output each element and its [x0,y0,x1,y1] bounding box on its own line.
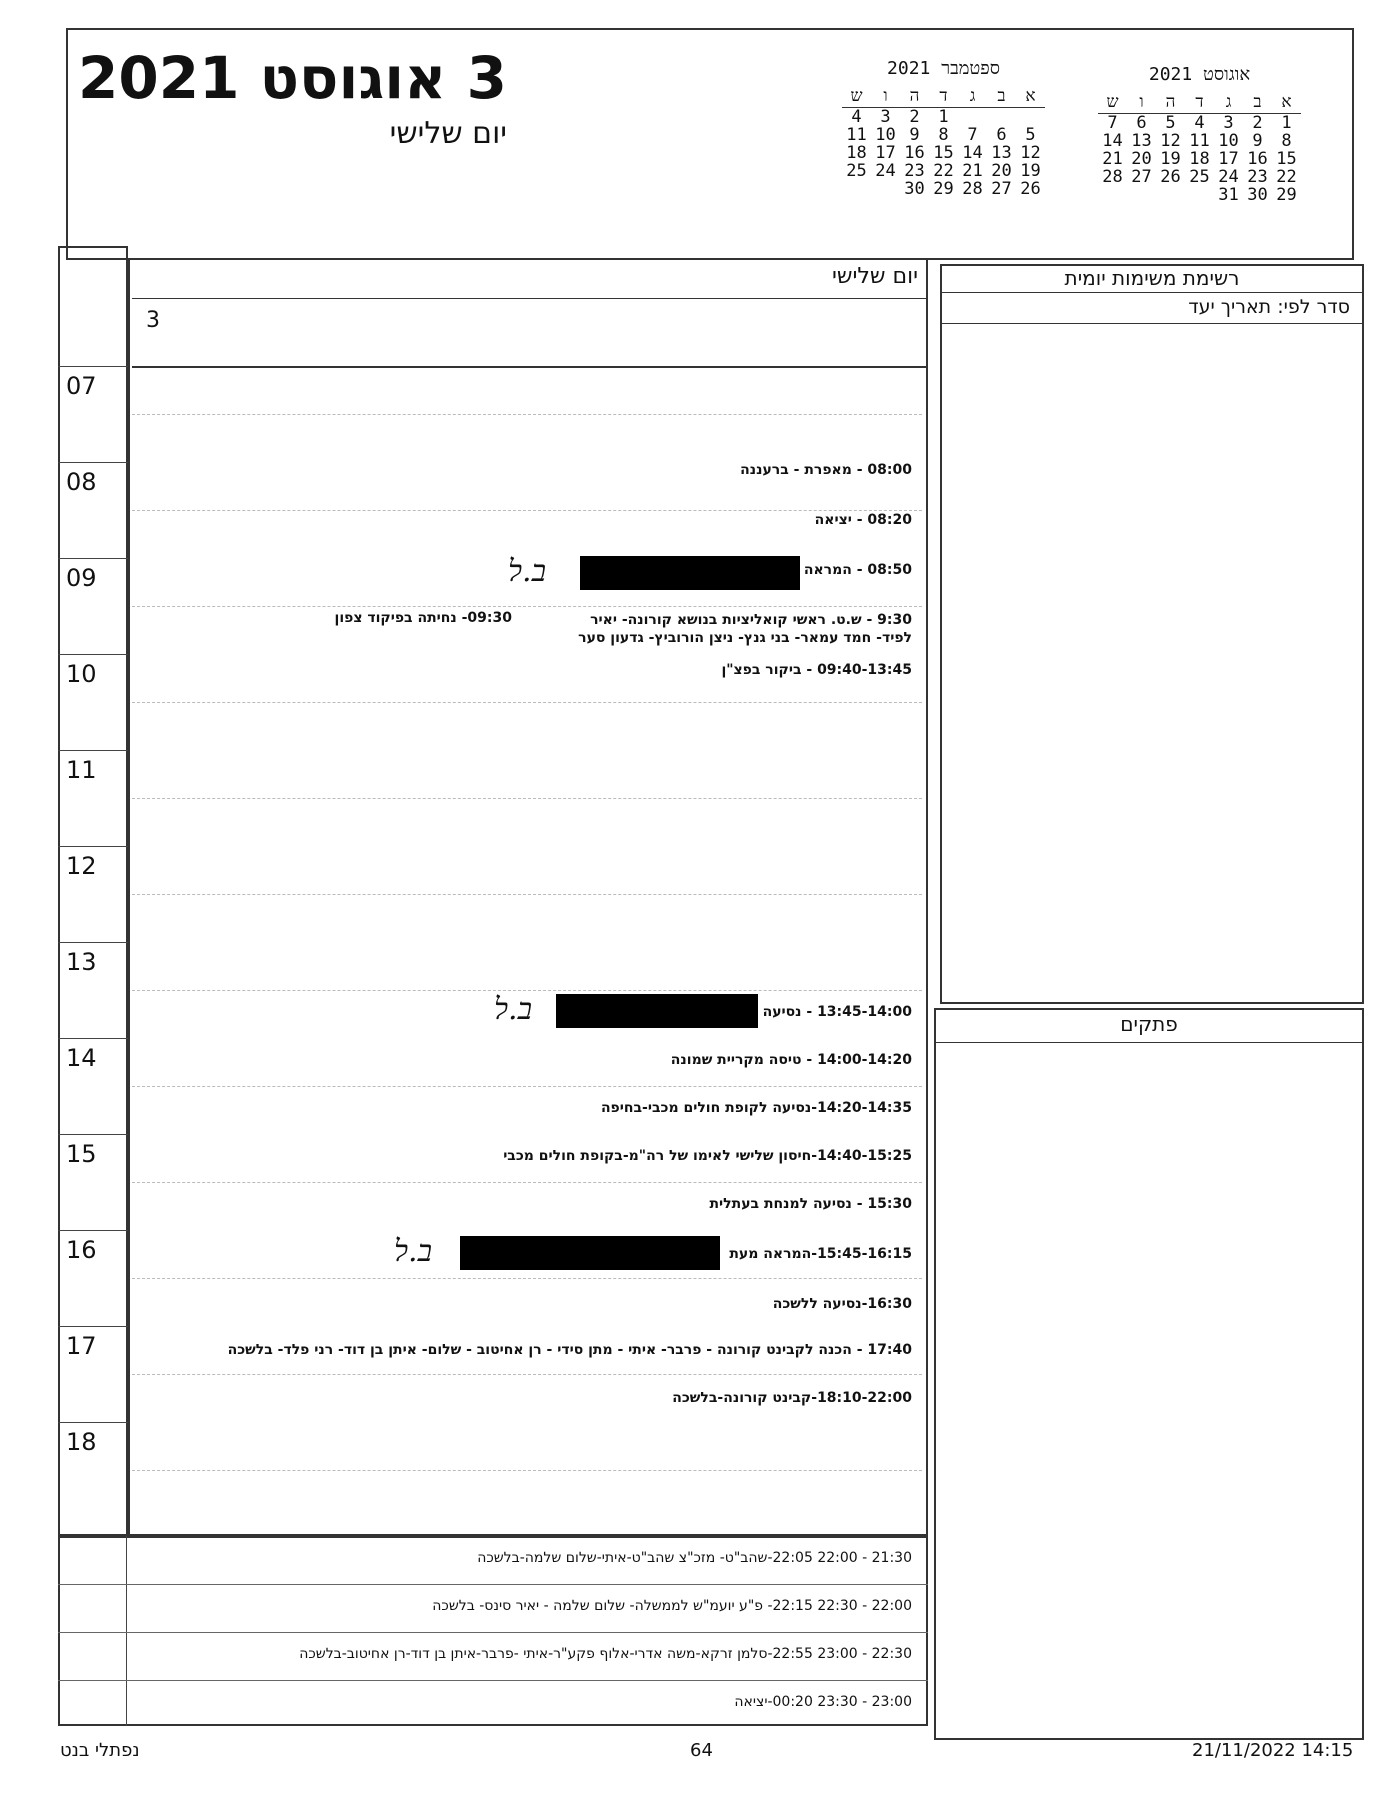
calendar-day [842,180,871,198]
hour-divider [58,1038,128,1039]
calendar-day: 5 [1025,125,1036,145]
calendar-day: 13 [991,143,1012,163]
calendar-day: 25 [846,161,867,181]
event-0850: 08:50 - המראה [803,562,912,578]
hour-divider [58,1230,128,1231]
late-row-entry: 22:00 - 22:30 22:15- פ"ע יועמ"ש לממשלה- שלום שלמה - יאיר סינס- בלשכה [432,1598,912,1614]
daily-tasks-title: רשימת משימות יומית [1064,266,1240,290]
event-0930-meeting-cont: לפיד- חמד עמאר- בני גנץ- ניצן הורוביץ- גדעון סער [578,630,912,646]
hour-divider [58,654,128,655]
weekday-header: ד [1185,91,1214,114]
event-1810: 18:10-22:00-קבינט קורונה-בלשכה [672,1390,912,1406]
calendar-day: 10 [1218,131,1239,151]
half-hour-divider [132,894,922,895]
weekday-header: ד [929,85,958,108]
calendar-day: 1 [1281,113,1292,133]
calendar-day: 14 [962,143,983,163]
redaction-bar [460,1236,720,1270]
hour-label: 15 [66,1140,97,1168]
day-number: 3 [146,308,160,333]
calendar-day: 2 [1252,113,1263,133]
footer-page-number: 64 [690,1740,713,1761]
calendar-day: 6 [996,125,1007,145]
handwritten-initials: ב.ל [394,1234,433,1269]
half-hour-divider [132,1470,922,1471]
event-0930-landing: 09:30- נחיתה בפיקוד צפון [334,610,512,626]
calendar-day: 10 [875,125,896,145]
weekday-header: ב [987,85,1016,108]
half-hour-divider [132,702,922,703]
calendar-day: 11 [1189,131,1210,151]
event-1400: 14:00-14:20 - טיסה מקריית שמונה [670,1052,912,1068]
calendar-day: 30 [1247,185,1268,205]
late-row-divider [58,1680,928,1681]
title-block [78,44,507,151]
calendar-day: 4 [1194,113,1205,133]
hour-label: 16 [66,1236,97,1264]
calendar-week [1098,186,1301,204]
hour-label: 11 [66,756,97,784]
calendar-week [842,180,1045,198]
hour-label: 09 [66,564,97,592]
calendar-title: ספטמבר 2021 [887,58,1000,79]
footer-datetime: 21/11/2022 14:15 [1192,1740,1354,1761]
redaction-bar [556,994,758,1028]
calendar-day: 6 [1136,113,1147,133]
calendar-day: 7 [967,125,978,145]
calendar-week [1098,168,1301,186]
calendar-day: 22 [1276,167,1297,187]
calendar-day: 20 [991,161,1012,181]
hour-divider [58,1326,128,1327]
page-title: 3 אוגוסט 2021 [78,44,507,112]
calendar-grid [1098,91,1301,204]
event-1545: 15:45-16:15-המראה מעת [729,1246,912,1262]
calendar-day: 5 [1165,113,1176,133]
calendar-day: 15 [933,143,954,163]
calendar-day: 26 [1020,179,1041,199]
hour-divider [58,366,128,367]
late-row-divider [58,1632,928,1633]
calendar-day: 18 [846,143,867,163]
day-header [132,258,926,299]
calendar-day: 21 [1102,149,1123,169]
calendar-day: 2 [909,107,920,127]
calendar-day: 9 [909,125,920,145]
handwritten-initials: ב.ל [494,992,533,1027]
weekday-header: ג [958,85,987,108]
calendar-day: 29 [1276,185,1297,205]
half-hour-divider [132,1278,922,1279]
hour-label: 08 [66,468,97,496]
late-row-divider [58,1584,928,1585]
daily-tasks-panel [940,264,1364,1004]
hour-divider [58,846,128,847]
event-1440: 14:40-15:25-חיסון שלישי לאימו של רה"מ-בקופת חולים מכבי [503,1148,912,1164]
calendar-week [842,162,1045,180]
calendar-day [871,180,900,198]
half-hour-divider [132,606,922,607]
calendar-day: 16 [1247,149,1268,169]
weekday-header: א [1016,85,1045,108]
calendar-day: 4 [851,107,862,127]
hour-label: 12 [66,852,97,880]
weekday-header: ג [1214,91,1243,114]
day-number-box [132,298,926,368]
event-1420: 14:20-14:35-נסיעה לקופת חולים מכבי-בחיפה [600,1100,912,1116]
calendar-day: 11 [846,125,867,145]
half-hour-divider [132,414,922,415]
late-row-entry: 22:30 - 23:00 22:55-סלמן זרקא-משה אדרי-אלוף פקע"ר-איתי -פרבר-איתן בן דוד-רן אחיטוב-בלשכה [299,1646,912,1662]
event-1740: 17:40 - הכנה לקבינט קורונה - פרבר- איתי - מתן סידי - רן אחיטוב - שלום- איתן בן דוד- רני פלד- בלשכה [227,1342,912,1358]
calendar-week [1098,132,1301,150]
weekday-header: ש [842,85,871,108]
calendar-day: 20 [1131,149,1152,169]
calendar-day: 17 [1218,149,1239,169]
weekday-header: ב [1243,91,1272,114]
calendar-day: 3 [1223,113,1234,133]
mini-calendar-september [842,58,1045,198]
calendar-day: 12 [1020,143,1041,163]
calendar-day [958,108,987,127]
calendar-day: 27 [991,179,1012,199]
calendar-grid [842,85,1045,198]
calendar-week [842,144,1045,162]
calendar-day: 23 [1247,167,1268,187]
event-0820: 08:20 - יציאה [814,512,912,528]
mini-calendar-august [1098,64,1301,204]
notes-panel [934,1008,1364,1740]
calendar-day: 14 [1102,131,1123,151]
hour-label: 17 [66,1332,97,1360]
weekday-header: ש [1098,91,1127,114]
event-1530: 15:30 - נסיעה למנחת בעתלית [709,1196,912,1212]
half-hour-divider [132,510,922,511]
calendar-day: 26 [1160,167,1181,187]
calendar-day: 24 [875,161,896,181]
calendar-day: 23 [904,161,925,181]
calendar-day [1156,186,1185,204]
calendar-week [842,108,1045,127]
event-0940: 09:40-13:45 - ביקור בפצ"ן [721,662,912,678]
calendar-day [1016,108,1045,127]
hour-label: 07 [66,372,97,400]
calendar-day: 15 [1276,149,1297,169]
calendar-day: 12 [1160,131,1181,151]
calendar-day: 7 [1107,113,1118,133]
calendar-day: 13 [1131,131,1152,151]
calendar-day: 16 [904,143,925,163]
calendar-day: 1 [938,107,949,127]
calendar-day: 22 [933,161,954,181]
tasks-sort-label: סדר לפי: תאריך יעד [1188,296,1350,318]
calendar-day: 19 [1160,149,1181,169]
calendar-day: 3 [880,107,891,127]
calendar-day: 30 [904,179,925,199]
calendar-day: 24 [1218,167,1239,187]
weekday-header: ה [900,85,929,108]
calendar-day [987,108,1016,127]
half-hour-divider [132,990,922,991]
calendar-day: 19 [1020,161,1041,181]
weekday-header: ו [1127,91,1156,114]
calendar-day: 27 [1131,167,1152,187]
calendar-day: 9 [1252,131,1263,151]
event-1345: 13:45-14:00 - נסיעה [762,1004,912,1020]
half-hour-divider [132,1182,922,1183]
hour-divider [58,462,128,463]
weekday-subtitle: יום שלישי [389,116,507,151]
calendar-title: אוגוסט 2021 [1148,64,1251,85]
weekday-header: א [1272,91,1301,114]
half-hour-divider [132,798,922,799]
hour-divider [58,942,128,943]
hour-divider [58,1134,128,1135]
hour-label: 18 [66,1428,97,1456]
hour-label: 13 [66,948,97,976]
hour-label: 10 [66,660,97,688]
calendar-day [1127,186,1156,204]
half-hour-divider [132,1086,922,1087]
calendar-day: 25 [1189,167,1210,187]
tasks-sort-bar [940,292,1364,324]
late-row-entry: 21:30 - 22:00 22:05-שהב"ט- מזכ"צ שהב"ט-איתי-שלום שלמה-בלשכה [477,1550,912,1566]
calendar-day: 31 [1218,185,1239,205]
weekday-header: ו [871,85,900,108]
calendar-day: 8 [938,125,949,145]
hour-label: 14 [66,1044,97,1072]
handwritten-initials: ב.ל [508,554,547,589]
calendar-day: 18 [1189,149,1210,169]
calendar-week [1098,150,1301,168]
late-rows-divider [126,1536,127,1726]
calendar-day: 21 [962,161,983,181]
half-hour-divider [132,1374,922,1375]
event-0800: 08:00 - מאפרת - ברעננה [740,462,912,478]
late-row-entry: 23:00 - 23:30 00:20-יציאה [734,1694,912,1710]
weekday-header: ה [1156,91,1185,114]
calendar-day [1098,186,1127,204]
notes-title: פתקים [934,1012,1364,1043]
calendar-day: 28 [1102,167,1123,187]
calendar-day [1185,186,1214,204]
day-label: יום שלישי [831,264,918,289]
event-0930-meeting: 9:30 - ש.ט. ראשי קואליציות בנושא קורונה- יאיר [590,612,912,628]
calendar-day: 29 [933,179,954,199]
calendar-week [1098,114,1301,133]
hour-divider [58,1422,128,1423]
footer-name: נפתלי בנט [60,1740,140,1761]
hour-divider [58,558,128,559]
redaction-bar [580,556,800,590]
calendar-week [842,126,1045,144]
event-1630: 16:30-נסיעה ללשכה [772,1296,912,1312]
calendar-day: 17 [875,143,896,163]
hour-divider [58,750,128,751]
calendar-day: 8 [1281,131,1292,151]
calendar-day: 28 [962,179,983,199]
